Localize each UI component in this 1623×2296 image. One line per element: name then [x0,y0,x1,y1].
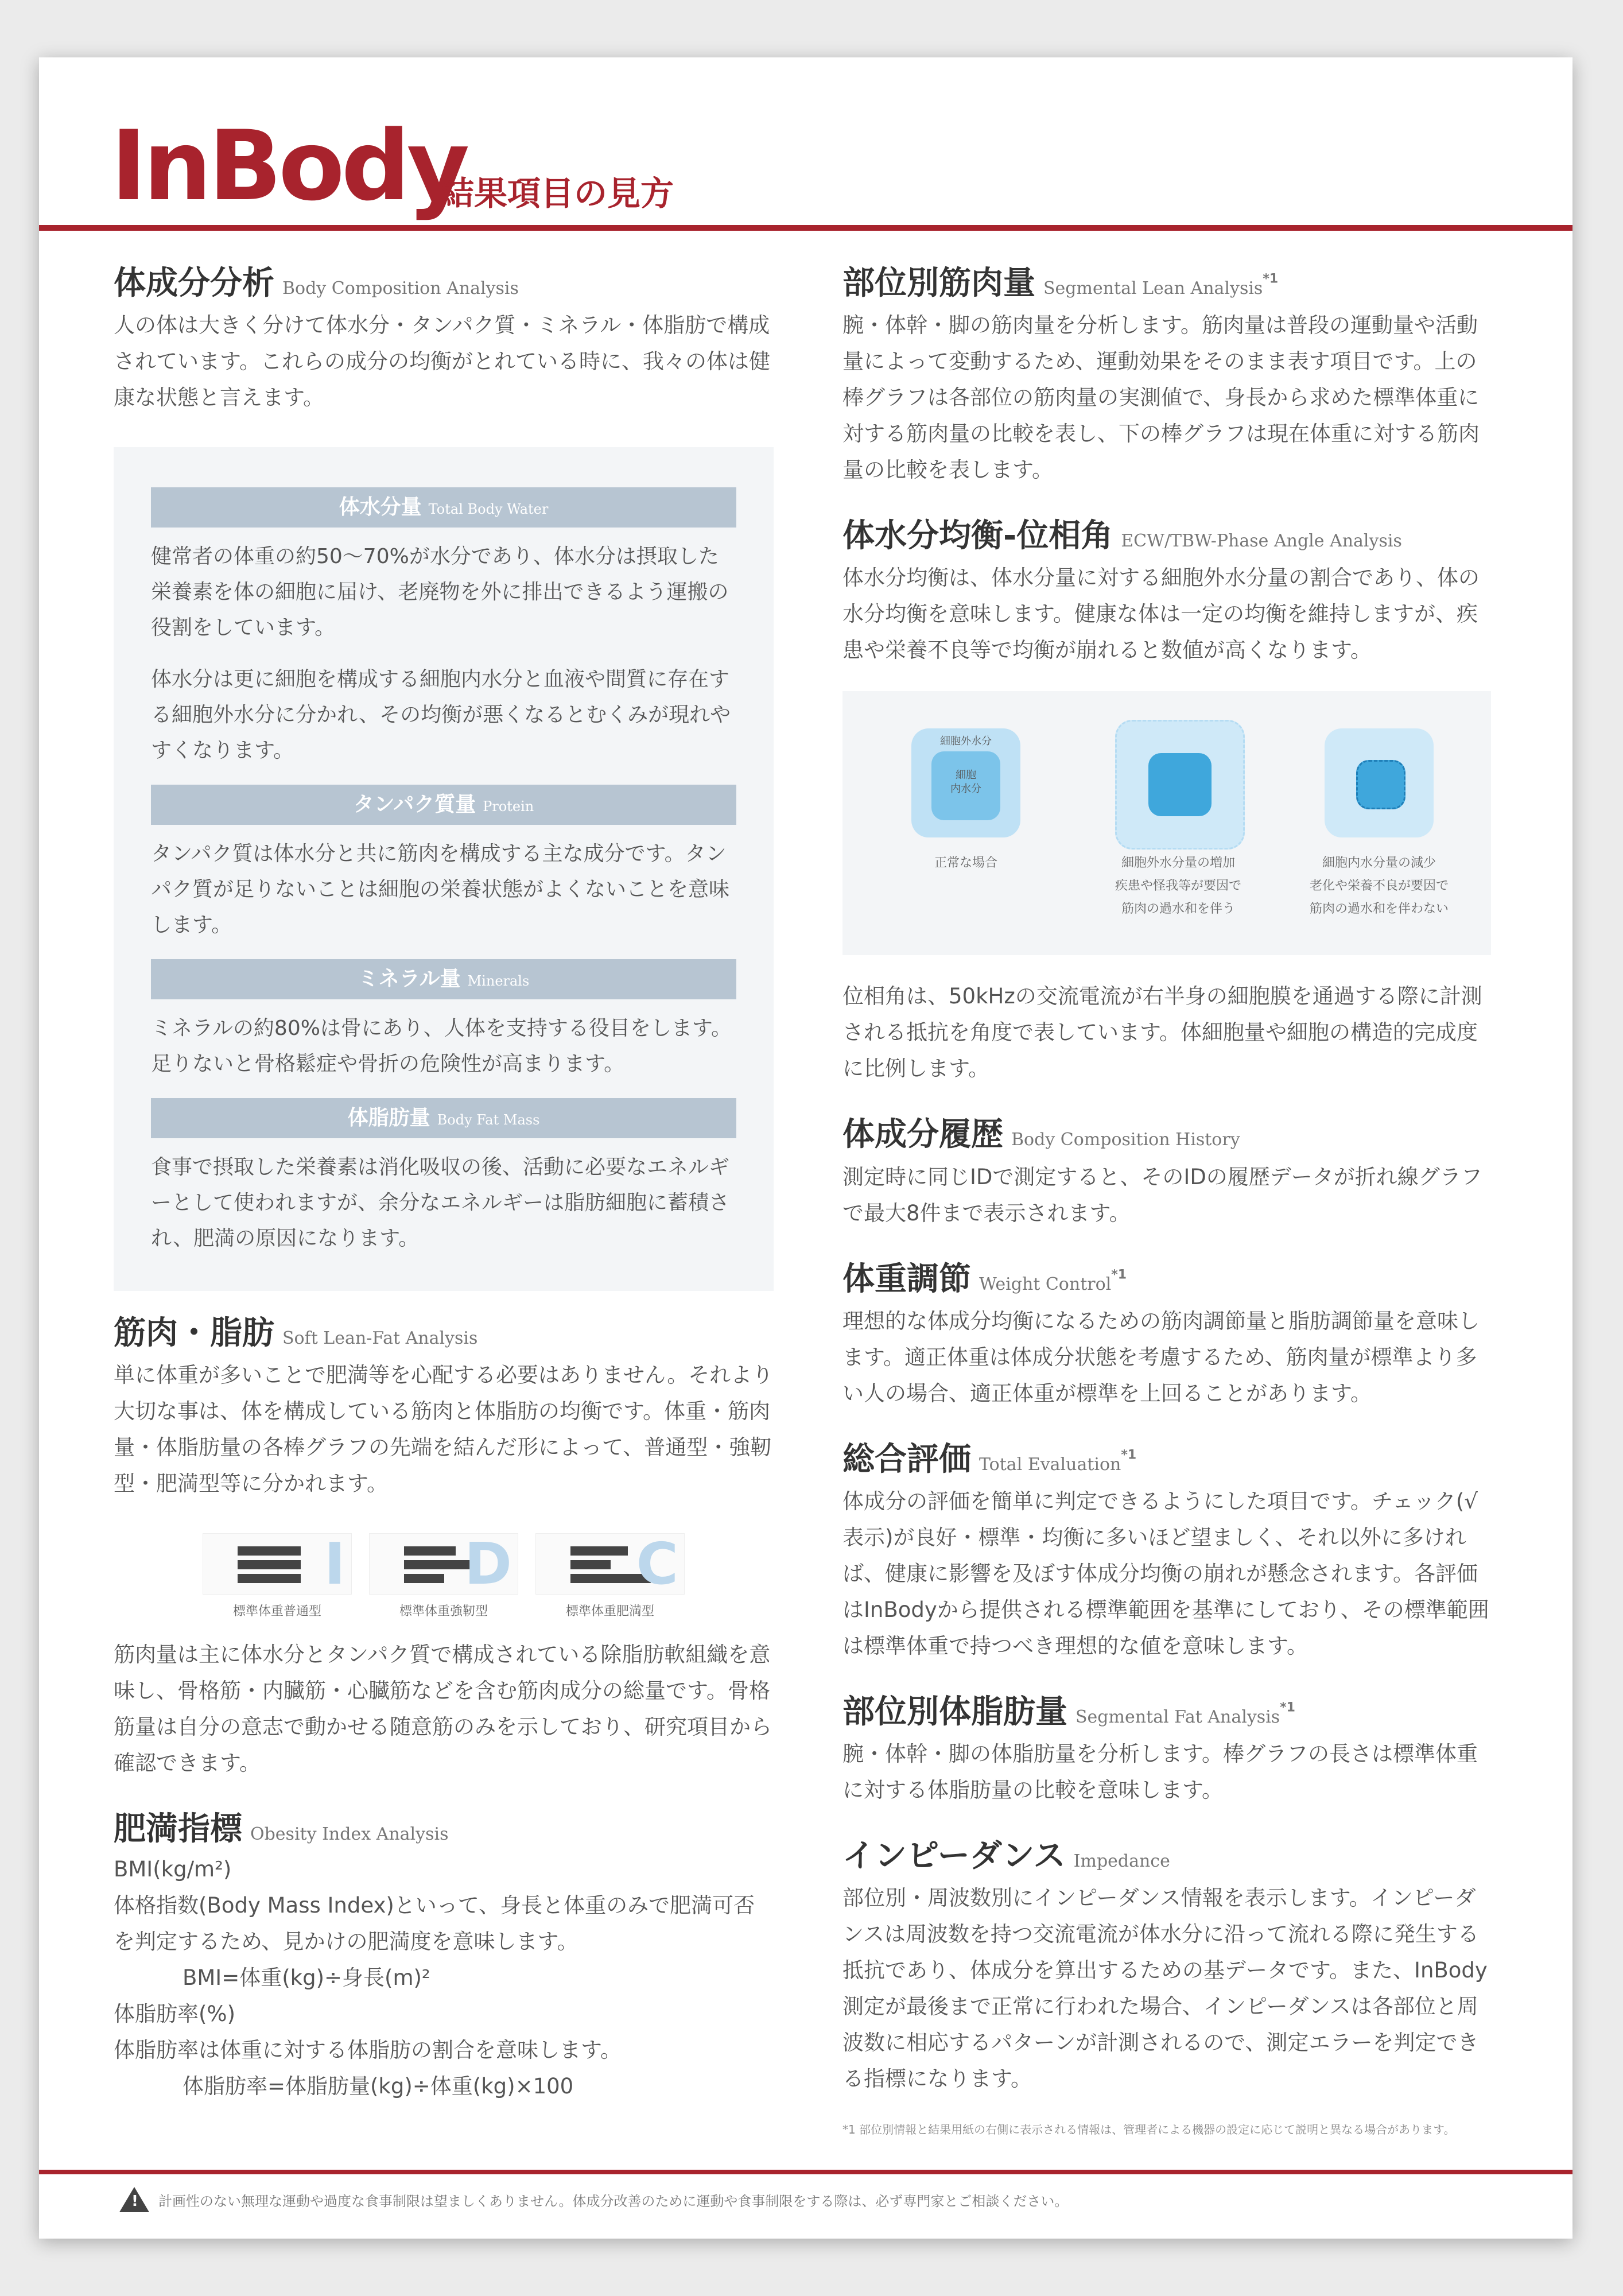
section-title-body-composition: 体成分分析 Body Composition Analysis [114,265,519,302]
cell-caption-icw-decrease: 細胞内水分量の減少 老化や栄養不良が要因で 筋肉の過水和を伴わない [1309,856,1449,917]
section-title-history: 体成分履歴 Body Composition History [842,1116,1240,1154]
bmi-label: BMI(kg/m²) [114,1856,232,1882]
right-column [842,264,1491,2139]
minerals-text: ミネラルの約80%は骨にあり、人体を支持する役目をします。足りないと骨格鬆症や骨折の危険性が高まります。 [151,1017,732,1076]
footer [119,2187,1068,2212]
cell-ecw-increase [1115,720,1245,850]
type-letter-d: D [464,1530,512,1598]
water-text-1: 健常者の体重の約50〜70%が水分であり、体水分は摂取した栄養素を体の細胞に届け、老廃物を外に排出できるよう運搬の役割をしています。 [151,545,729,640]
footer-rule [39,2170,1572,2174]
section-title-segmental-fat: 部位別体脂肪量 Segmental Fat Analysis$^{*1}$ [842,1693,1295,1731]
footnote: *1 部位別情報と結果用紙の右側に表示される情報は、管理者による機器の設定に応じて説明と異なる場合があります。 [842,2123,1455,2137]
water-text-2: 体水分は更に細胞を構成する細胞内水分と血液や間質に存在する細胞外水分に分かれ、その均衡が悪くなるとむくみが現れやすくなります。 [151,668,731,763]
figure-type-i [203,1530,352,1619]
section-title-segmental-lean: 部位別筋肉量 Segmental Lean Analysis$^{*1}$ [842,265,1279,302]
pbf-text: 体脂肪率は体重に対する体脂肪の割合を意味します。 [114,2037,622,2062]
segmental-fat-text: 腕・体幹・脚の体脂肪量を分析します。棒グラフの長さは標準体重に対する体脂肪量の比較を意味します。 [842,1742,1478,1803]
section-title-impedance: インピーダンス Impedance [842,1837,1170,1875]
pbf-label: 体脂肪率(%) [114,2001,236,2026]
cell-outer-label: 細胞外水分 [940,735,992,748]
bar-body-fat-mass: 体脂肪量 Body Fat Mass [151,1098,736,1138]
pbf-formula: 体脂肪率=体脂肪量(kg)÷体重(kg)×100 [183,2073,574,2099]
total-evaluation-text: 体成分の評価を簡単に判定できるようにした項目です。チェック(√表示)が良好・標準・均衡に多いほど望ましく、それ以外に多ければ、健康に影響を及ぼす体成分均衡の崩れが懸念されます。各評価はInBodyから提供される標準範囲を基準にしており、その標準範囲は標準体重で持つべき理想的な値を意味します。 [842,1488,1489,1658]
components-box [114,447,774,1291]
phase-angle-text: 位相角は、50kHzの交流電流が右半身の細胞膜を通過する際に計測される抵抗を角度で表しています。体細胞量や細胞の構造的完成度に比例します。 [842,984,1482,1081]
cell-icw-decrease [1325,728,1434,837]
impedance-text: 部位別・周波数別にインピーダンス情報を表示します。インピーダンスは周波数を持つ交流電流が体水分に沿って流れる際に発生する抵抗であり、体成分を算出するための基データです。また、InBody測定が最後まで正常に行われた場合、インピーダンスは各部位と周波数に相応するパターンが計測されるので、測定エラーを判定できる指標になります。 [842,1886,1488,2092]
figure-type-d [369,1530,518,1619]
section-title-ecw: 体水分均衡-位相角 ECW/TBW-Phase Angle Analysis [842,517,1402,555]
bmi-formula: BMI=体重(kg)÷身長(m)² [183,1965,430,1990]
type-letter-c: C [636,1530,678,1598]
soft-lean-text-2: 筋肉量は主に体水分とタンパク質で構成されている除脂肪軟組織を意味し、骨格筋・内臓筋・心臓筋などを含む筋肉成分の総量です。骨格筋量は自分の意志で動かせる随意筋のみを示しており、研究項目から確認できます。 [114,1642,772,1776]
history-text: 測定時に同じIDで測定すると、そのIDの履歴データが折れ線グラフで最大8件まで表示されます。 [842,1164,1482,1225]
weight-control-text: 理想的な体成分均衡になるための筋肉調節量と脂肪調節量を意味します。適正体重は体成分状態を考慮するため、筋肉量が標準より多い人の場合、適正体重が標準を上回ることがあります。 [842,1308,1480,1406]
cell-caption-normal: 正常な場合 [934,856,997,871]
ecw-text: 体水分均衡は、体水分量に対する細胞外水分量の割合であり、体の水分均衡を意味します。健康な体は一定の均衡を維持しますが、疾患や栄養不良等で均衡が崩れると数値が高くなります。 [842,565,1480,663]
header [39,57,1572,230]
segmental-lean-text: 腕・体幹・脚の筋肉量を分析します。筋肉量は普段の運動量や活動量によって変動するため、運動効果をそのまま表す項目です。上の棒グラフは各部位の筋肉量の実測値で、身長から求めた標準体重に対する筋肉量の比較を表し、下の棒グラフは現在体重に対する筋肉量の比較を表します。 [842,313,1480,483]
cell-normal [911,728,1020,837]
bmi-text: 体格指数(Body Mass Index)といって、身長と体重のみで肥満可否を判定するため、見かけの肥満度を意味します。 [114,1892,755,1954]
cell-caption-ecw-increase: 細胞外水分量の増加 疾患や怪我等が要因で 筋肉の過水和を伴う [1115,856,1241,917]
section-title-total-evaluation: 総合評価 Total Evaluation$^{*1}$ [842,1440,1137,1478]
section-title-obesity: 肥満指標 Obesity Index Analysis [114,1810,449,1848]
paper-sheet [39,57,1572,2239]
bar-total-body-water: 体水分量 Total Body Water [151,487,736,528]
body-composition-text: 人の体は大きく分けて体水分・タンパク質・ミネラル・体脂肪で構成されています。これらの成分の均衡がとれている時に、我々の体は健康な状態と言えます。 [114,313,771,410]
header-rule [39,225,1572,231]
section-title-soft-lean: 筋肉・脂肪 Soft Lean-Fat Analysis [114,1314,478,1352]
protein-text: タンパク質は体水分と共に筋肉を構成する主な成分です。タンパク質が足りないことは細胞の栄養状態がよくないことを意味します。 [151,842,730,937]
footer-text: 計画性のない無理な運動や過度な食事制限は望ましくありません。体成分改善のために運動や食事制限をする際は、必ず専門家とご相談ください。 [158,2193,1069,2209]
cell-diagram [842,691,1491,955]
warning-icon: ! [119,2187,149,2212]
bar-protein: タンパク質量 Protein [151,785,736,825]
figure-caption: 標準体重強靭型 [399,1604,488,1619]
fat-mass-text: 食事で摂取した栄養素は消化吸収の後、活動に必要なエネルギーとして使われますが、余分なエネルギーは脂肪細胞に蓄積され、肥満の原因になります。 [151,1155,730,1251]
figure-caption: 標準体重普通型 [232,1604,321,1619]
left-column [114,264,774,2104]
soft-lean-text: 単に体重が多いことで肥満等を心配する必要はありません。それより大切な事は、体を構成している筋肉と体脂肪の均衡です。体重・筋肉量・体脂肪量の各棒グラフの先端を結んだ形によって、普通型・強靭型・肥満型等に分かれます。 [114,1363,774,1496]
bar-minerals: ミネラル量 Minerals [151,959,736,999]
cell-inner-label: 細胞 内水分 [950,769,981,796]
inbody-logo: InBody [111,110,467,222]
body-type-figures [114,1530,774,1619]
figure-type-c [535,1530,685,1619]
page-subtitle: 結果項目の見方 [441,174,674,213]
section-title-weight-control: 体重調節 Weight Control$^{*1}$ [842,1260,1127,1298]
figure-caption: 標準体重肥満型 [565,1604,654,1619]
type-letter-i: I [324,1530,345,1598]
